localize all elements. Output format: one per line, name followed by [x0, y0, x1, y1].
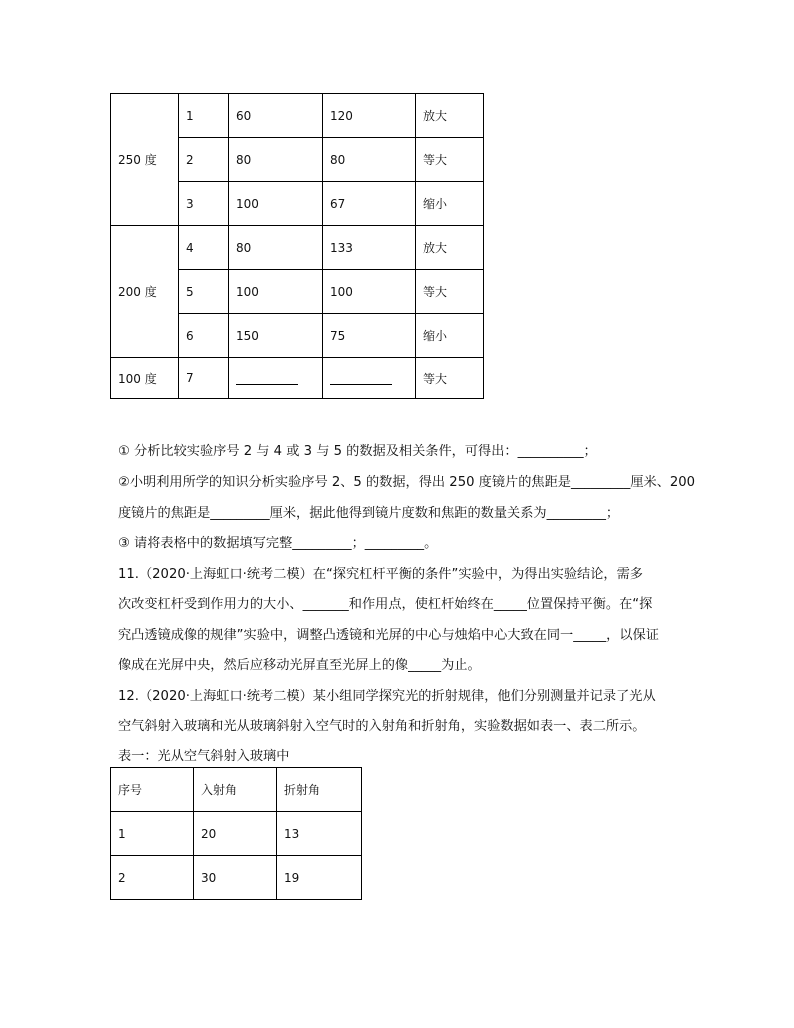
cell-v: 133 [323, 226, 416, 270]
cell-u: 80 [229, 226, 323, 270]
table-caption: 表一：光从空气斜射入玻璃中 [118, 749, 290, 764]
problem-12-line-1: 12.（2020·上海虹口·统考二模）某小组同学探究光的折射规律，他们分别测量并记录了光从 [118, 689, 656, 704]
cell-v: 120 [323, 94, 416, 138]
cell-u: 150 [229, 314, 323, 358]
cell-v-blank [323, 358, 416, 399]
cell-image: 放大 [416, 94, 484, 138]
cell-no: 3 [179, 182, 229, 226]
group-label: 250 度 [111, 94, 179, 226]
cell-u: 60 [229, 94, 323, 138]
cell-image: 放大 [416, 226, 484, 270]
cell-u: 80 [229, 138, 323, 182]
lens-data-table [110, 93, 484, 399]
cell-v: 100 [323, 270, 416, 314]
cell-v: 75 [323, 314, 416, 358]
table-cell: 2 [111, 856, 194, 900]
problem-11-line-3: 究凸透镜成像的规律”实验中，调整凸透镜和光屏的中心与烛焰中心大致在同一_____，以保证 [118, 628, 659, 643]
table-cell: 20 [194, 812, 277, 856]
cell-u-blank [229, 358, 323, 399]
cell-no: 6 [179, 314, 229, 358]
cell-no: 1 [179, 94, 229, 138]
problem-11-line-4: 像成在光屏中央，然后应移动光屏直至光屏上的像_____为止。 [118, 658, 481, 673]
cell-no: 2 [179, 138, 229, 182]
cell-image: 缩小 [416, 314, 484, 358]
cell-no: 5 [179, 270, 229, 314]
cell-image: 缩小 [416, 182, 484, 226]
question-2-line-1: ②小明利用所学的知识分析实验序号 2、5 的数据，得出 250 度镜片的焦距是_________厘米、200 [118, 475, 696, 490]
problem-11-line-1: 11.（2020·上海虹口·统考二模）在“探究杠杆平衡的条件”实验中，为得出实验结论，需多 [118, 567, 643, 582]
header-cell: 折射角 [277, 768, 362, 812]
table-cell: 1 [111, 812, 194, 856]
cell-v: 80 [323, 138, 416, 182]
problem-11-line-2: 次改变杠杆受到作用力的大小、_______和作用点，使杠杆始终在_____位置保持平衡。在“探 [118, 597, 653, 612]
table-cell: 13 [277, 812, 362, 856]
cell-no: 4 [179, 226, 229, 270]
problem-12-line-2: 空气斜射入玻璃和光从玻璃斜射入空气时的入射角和折射角，实验数据如表一、表二所示。 [118, 719, 646, 734]
header-cell: 序号 [111, 768, 194, 812]
answer-blank[interactable] [330, 373, 392, 385]
group-label: 100 度 [111, 358, 179, 399]
answer-blank[interactable] [236, 373, 298, 385]
cell-u: 100 [229, 182, 323, 226]
refraction-table [110, 767, 362, 900]
table-cell: 30 [194, 856, 277, 900]
cell-u: 100 [229, 270, 323, 314]
group-label: 200 度 [111, 226, 179, 358]
table-cell: 19 [277, 856, 362, 900]
cell-v: 67 [323, 182, 416, 226]
header-cell: 入射角 [194, 768, 277, 812]
cell-image: 等大 [416, 270, 484, 314]
question-1: ① 分析比较实验序号 2 与 4 或 3 与 5 的数据及相关条件，可得出：__________； [118, 444, 597, 459]
cell-image: 等大 [416, 138, 484, 182]
cell-image: 等大 [416, 358, 484, 399]
question-3: ③ 请将表格中的数据填写完整_________；_________。 [118, 536, 438, 551]
question-2-line-2: 度镜片的焦距是_________厘米，据此他得到镜片度数和焦距的数量关系为_________； [118, 506, 620, 521]
cell-no: 7 [179, 358, 229, 399]
